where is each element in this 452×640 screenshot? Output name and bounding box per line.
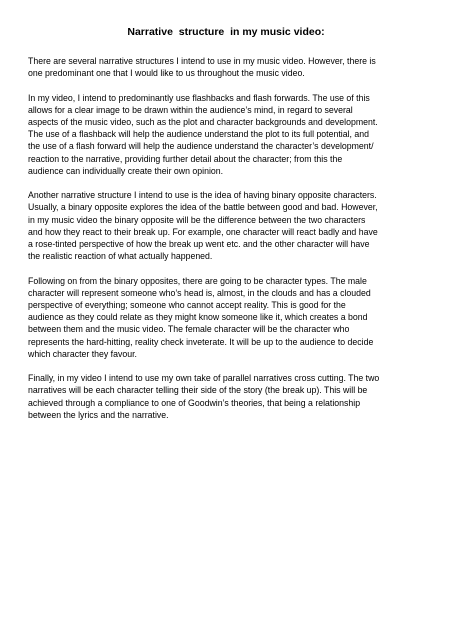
paragraph-intro: There are several narrative structures I intend to use in my music video. However, there is one predominant one that I would like to us throughout the music video. (28, 56, 376, 79)
paragraph-binary-opposites: Another narrative structure I intend to use is the idea of having binary opposite characters. Usually, a binary opposite explores the idea of the battle between good and bad. However, in my music video the binary opposite will be the difference between the two characters and how they react to their break up. For example, one character will react badly and have a rose-tinted perspective of how the break up went etc. and the other character will have the realistic reaction of what actually happened. (28, 190, 378, 262)
paragraph-parallel-narratives: Finally, in my video I intend to use my own take of parallel narratives cross cutting. The two narratives will be each character telling their side of the story (the break up). This will be achieved through a compliance to one of Goodwin’s theories, that being a relationship between the lyrics and the narrative. (28, 373, 380, 420)
document-title: Narrative structure in my music video: (127, 26, 325, 38)
paragraph-character-types: Following on from the binary opposites, there are going to be character types. The male character will represent someone who’s head is, almost, in the clouds and has a clouded perspective of everything; someone who cannot accept reality. This is good for the audience as they could relate as they might know someone like it, which creates a bond between them and the music video. The female character will be the character who represents the hard-hitting, reality check inveterate. It will be up to the audience to decide which character they favour. (28, 275, 374, 359)
document-body (28, 55, 428, 433)
paragraph-flashbacks: In my video, I intend to predominantly use flashbacks and flash forwards. The use of this allows for a clear image to be drawn within the audience’s mind, in regard to several aspects of the music video, such as the plot and character backgrounds and development. The use of a flashback will help the audience understand the plot to its full potential, and the use of a flash forward will help the audience understand the character’s development/ reaction to the narrative, providing further detail about the character; from this the audience can individually create their own opinion. (28, 92, 378, 176)
